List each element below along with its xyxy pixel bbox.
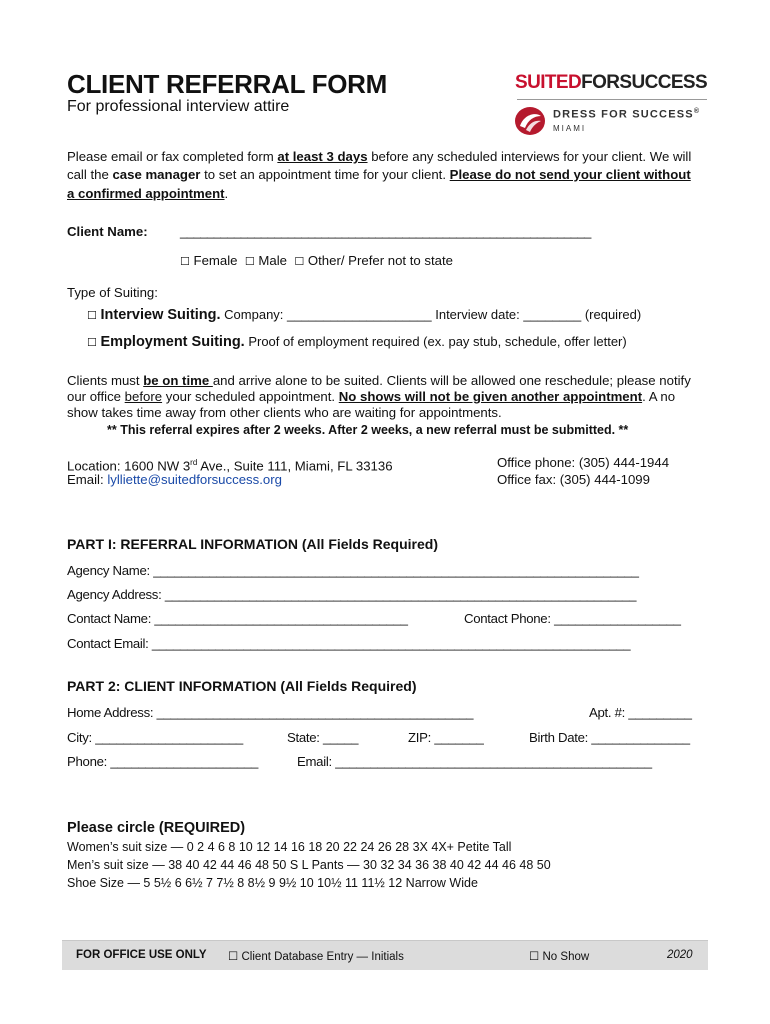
- logo-city: MIAMI: [553, 124, 587, 133]
- intro-line-1: Please email or fax completed form at least 3 days before any scheduled interviews for your client. We will: [67, 149, 692, 164]
- policy-line-3: show takes time away from other clients who are waiting for appointments.: [67, 405, 502, 420]
- logo-word-success: SUCCESS: [619, 72, 708, 93]
- interview-suiting-option: [87, 306, 641, 326]
- office-fax: Office fax: (305) 444-1099: [497, 472, 650, 487]
- referral-expiry-note: ** This referral expires after 2 weeks. After 2 weeks, a new referral must be submitted. **: [107, 423, 629, 437]
- no-show-checkbox[interactable]: ☐ No Show: [529, 951, 590, 963]
- part1-heading: PART I: REFERRAL INFORMATION (All Fields Required): [67, 536, 438, 552]
- interview-suiting-fields[interactable]: Company: ____________________ Interview date: ________ (required): [220, 307, 642, 322]
- agency-name-field[interactable]: Agency Name: _____________________________________________________________________: [67, 563, 639, 578]
- registered-mark: ®: [693, 108, 701, 115]
- employment-suiting-note: Proof of employment required (ex. pay stub, schedule, offer letter): [244, 334, 627, 349]
- logo-word-suited: SUITED: [515, 72, 582, 93]
- suited-for-success-logo: [515, 72, 707, 94]
- dfs-text: DRESS FOR SUCCESS: [553, 108, 694, 121]
- employment-suiting-option: [87, 333, 627, 353]
- female-label: Female: [193, 253, 238, 268]
- client-name-line[interactable]: _____________________________________________________________: [180, 224, 591, 239]
- contact-name-field[interactable]: Contact Name: ____________________________________: [67, 611, 408, 626]
- phone-field[interactable]: Phone: _____________________: [67, 754, 259, 769]
- contact-phone-field[interactable]: Contact Phone: __________________: [464, 611, 681, 626]
- email-field[interactable]: Email: _____________________________________________: [297, 754, 652, 769]
- policy-line-2: our office before your scheduled appointment. No shows will not be given another appointment. A no: [67, 389, 676, 404]
- intro-line-3: a confirmed appointment.: [67, 186, 229, 201]
- female-checkbox[interactable]: ☐: [180, 255, 190, 268]
- dress-for-success-wordmark: [553, 108, 700, 121]
- interview-suiting-checkbox[interactable]: ☐: [87, 309, 97, 322]
- male-label: Male: [258, 253, 287, 268]
- sizes-heading: Please circle (REQUIRED): [67, 820, 246, 836]
- male-checkbox[interactable]: ☐: [244, 255, 255, 268]
- agency-address-field[interactable]: Agency Address: ___________________________________________________________________: [67, 587, 637, 602]
- policy-line-1: Clients must be on time and arrive alone to be suited. Clients will be allowed one reschedule; please notify: [67, 373, 691, 388]
- zip-field[interactable]: ZIP: _______: [408, 730, 484, 745]
- other-label: Other/ Prefer not to state: [307, 253, 454, 268]
- dress-for-success-logo-icon: [514, 106, 546, 136]
- mens-suit-sizes[interactable]: Men’s suit size — 38 40 42 44 46 48 50 S L Pants — 30 32 34 36 38 40 42 44 46 48 50: [67, 858, 551, 872]
- client-name-label: Client Name:: [67, 224, 148, 239]
- home-address-field[interactable]: Home Address: _____________________________________________: [67, 705, 474, 720]
- employment-suiting-title: Employment Suiting.: [100, 334, 245, 350]
- shoe-sizes[interactable]: Shoe Size — 5 5½ 6 6½ 7 7½ 8 8½ 9 9½ 10 10½ 11 11½ 12 Narrow Wide: [67, 876, 478, 890]
- contact-email-field[interactable]: Contact Email: ____________________________________________________________________: [67, 636, 631, 651]
- other-checkbox[interactable]: ☐: [294, 255, 305, 268]
- birth-date-field[interactable]: Birth Date: ______________: [529, 730, 690, 745]
- employment-suiting-checkbox[interactable]: ☐: [87, 336, 97, 349]
- office-phone: Office phone: (305) 444-1944: [497, 455, 670, 470]
- office-use-label: FOR OFFICE USE ONLY: [76, 949, 207, 961]
- office-location: Location: 1600 NW 3rd Ave., Suite 111, Miami, FL 33136: [67, 458, 393, 474]
- database-entry-checkbox[interactable]: ☐ Client Database Entry — Initials: [228, 951, 404, 963]
- office-use-bar: [62, 940, 708, 970]
- city-field[interactable]: City: _____________________: [67, 730, 243, 745]
- apt-field[interactable]: Apt. #: _________: [589, 705, 692, 720]
- office-email: Email: lylliette@suitedforsuccess.org: [67, 472, 282, 487]
- gender-options: [180, 252, 453, 272]
- form-year: 2020: [667, 949, 693, 961]
- suiting-type-label: Type of Suiting:: [67, 285, 158, 300]
- part2-heading: PART 2: CLIENT INFORMATION (All Fields Required): [67, 678, 417, 694]
- logo-divider: [517, 99, 707, 100]
- interview-suiting-title: Interview Suiting.: [100, 307, 221, 323]
- womens-suit-sizes[interactable]: Women’s suit size — 0 2 4 6 8 10 12 14 16 18 20 22 24 26 28 3X 4X+ Petite Tall: [67, 840, 512, 854]
- logo-word-for: FOR: [581, 72, 620, 93]
- form-subtitle: For professional interview attire: [67, 98, 290, 115]
- form-title: CLIENT REFERRAL FORM: [67, 69, 387, 99]
- intro-line-2: call the case manager to set an appointment time for your client. Please do not send your client without: [67, 167, 691, 182]
- office-email-link[interactable]: lylliette@suitedforsuccess.org: [107, 472, 282, 487]
- state-field[interactable]: State: _____: [287, 730, 359, 745]
